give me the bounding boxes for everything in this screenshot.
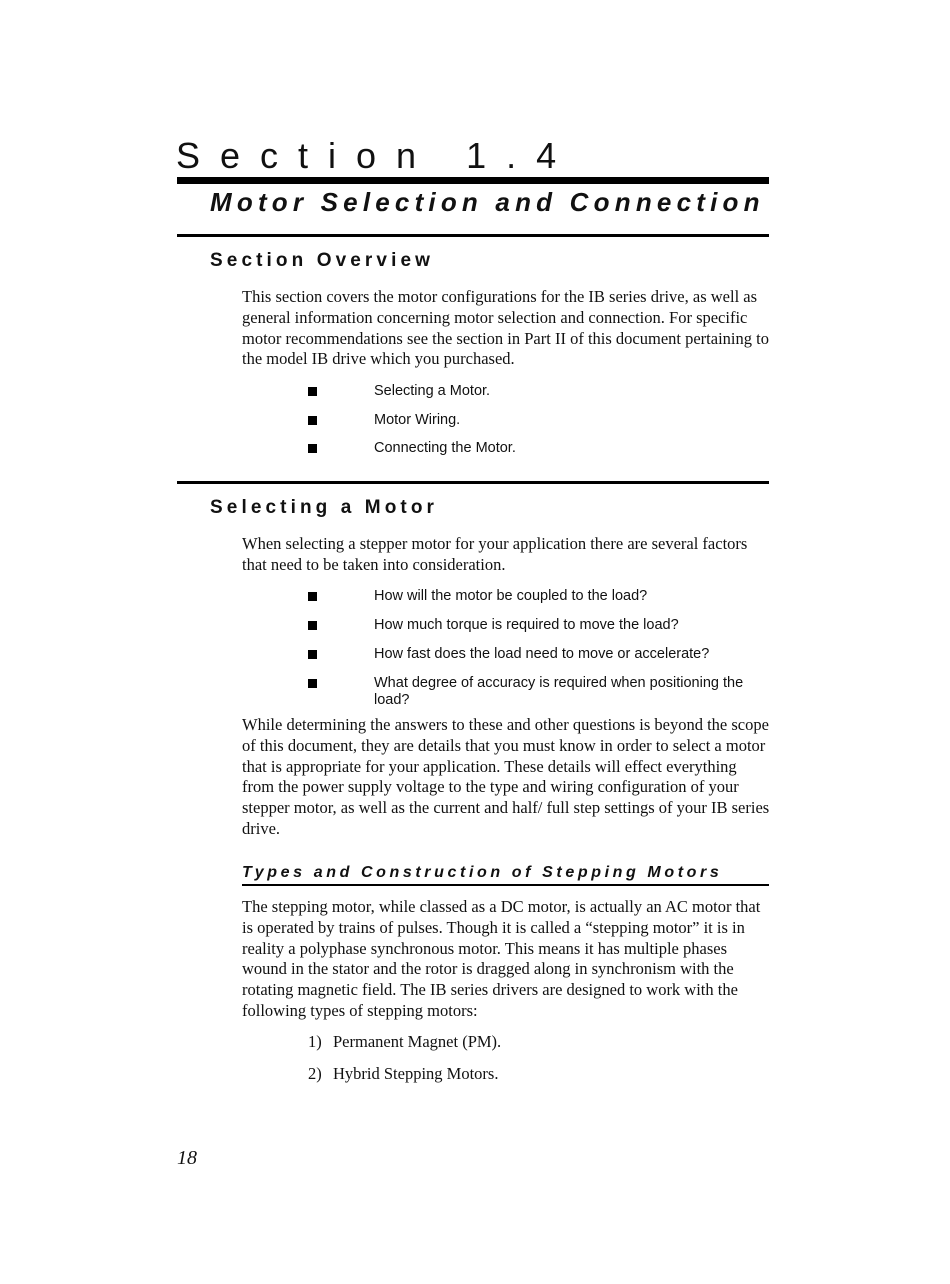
overview-paragraph: This section covers the motor configurations for the IB series drive, as well as general information concerning motor selection and connection. For specific motor recommendations see the section in Part II of this document pertaining to the model IB drive which you purchased. [242, 287, 769, 369]
bullet-square-icon [308, 592, 317, 601]
selecting-intro: When selecting a stepper motor for your application there are several factors that need to be taken into consideration. [242, 534, 748, 574]
selecting-heading: Selecting a Motor [210, 497, 439, 518]
item-text: Permanent Magnet (PM). [333, 1032, 502, 1051]
page-number: 18 [177, 1147, 197, 1169]
bullet-square-icon [308, 621, 317, 630]
divider [177, 234, 769, 237]
divider [177, 481, 769, 484]
bullet-square-icon [308, 444, 317, 453]
item-number: 2) [308, 1064, 322, 1083]
item-text: Hybrid Stepping Motors. [333, 1064, 499, 1083]
numbered-item [308, 1032, 501, 1052]
bullet-square-icon [308, 650, 317, 659]
numbered-item [308, 1064, 498, 1084]
list-item-text: Motor Wiring. [374, 412, 461, 428]
list-item-text: How fast does the load need to move or accelerate? [374, 646, 710, 662]
list-item-text: How much torque is required to move the load? [374, 617, 679, 633]
list-item-text: Connecting the Motor. [374, 440, 516, 456]
bullet-square-icon [308, 416, 317, 425]
chapter-title: Motor Selection and Connection [210, 187, 765, 217]
section-number: Section 1.4 [176, 135, 577, 176]
list-item-text: Selecting a Motor. [374, 383, 491, 399]
selecting-paragraph: While determining the answers to these and other questions is beyond the scope of this document, they are details that you must know in order to select a motor that is appropriate for your application. These details will effect everything from the power supply voltage to the type and wiring configuration of your stepper motor, as well as the current and half/ full step settings of your IB series drive. [242, 715, 770, 838]
types-heading: Types and Construction of Stepping Motors [242, 863, 769, 886]
bullet-square-icon [308, 679, 317, 688]
section-divider [177, 177, 769, 184]
item-number: 1) [308, 1032, 322, 1051]
overview-heading: Section Overview [210, 250, 435, 271]
types-paragraph: The stepping motor, while classed as a DC motor, is actually an AC motor that is operated by trains of pulses. Though it is called a “stepping motor” it is in reality a polyphase synchronous motor. This means it has multiple phases wound in the stator and the rotor is dragged along in synchronism with the rotating magnetic field. The IB series drivers are designed to work with the following types of stepping motors: [242, 897, 761, 1020]
list-item-text: What degree of accuracy is required when positioning the load? [374, 675, 744, 708]
bullet-square-icon [308, 387, 317, 396]
list-item-text: How will the motor be coupled to the load? [374, 588, 648, 604]
